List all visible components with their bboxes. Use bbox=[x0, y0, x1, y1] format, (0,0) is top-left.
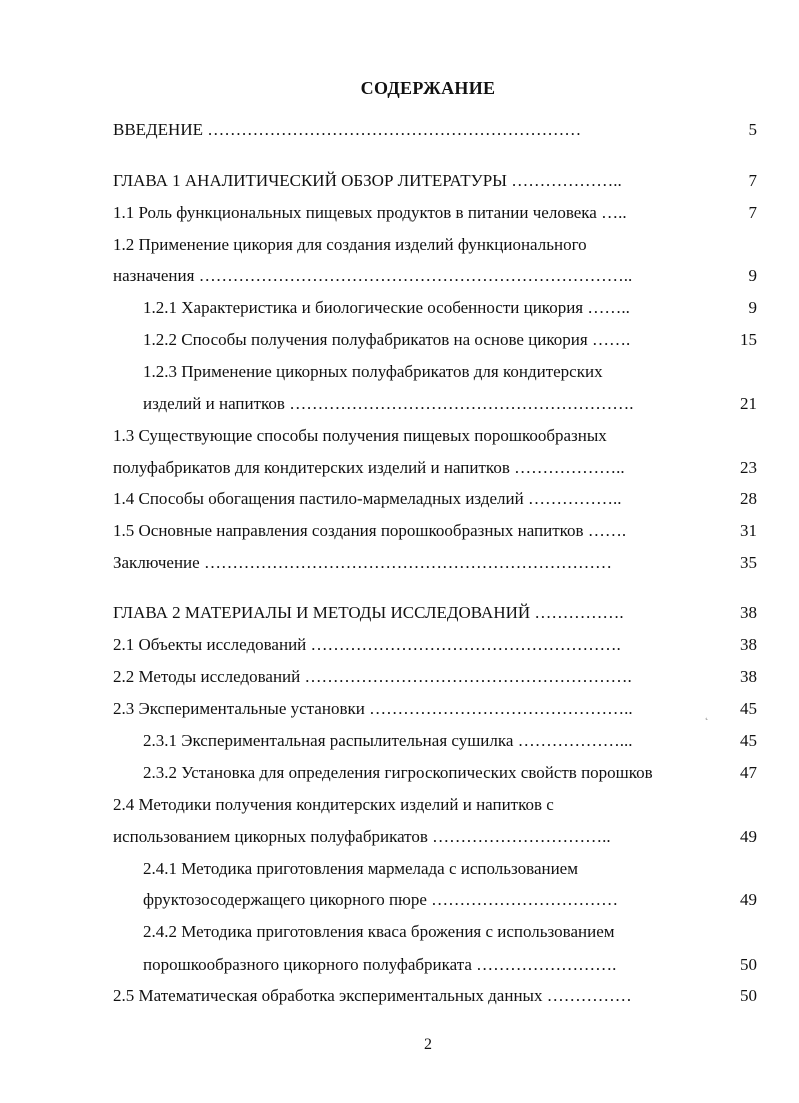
toc-entry-1-5 bbox=[113, 521, 626, 541]
toc-leader-dots: ………………... bbox=[513, 731, 633, 750]
toc-leader-dots: ………………………………………………. bbox=[306, 635, 621, 654]
toc-leader-dots: …………………………… bbox=[426, 890, 619, 909]
toc-entry-conclusion bbox=[113, 553, 612, 573]
toc-entry-text: Заключение bbox=[113, 553, 200, 572]
toc-entry-text: 1.2.3 Применение цикорных полуфабрикатов для кондитерских bbox=[143, 362, 603, 381]
toc-page-number: 31 bbox=[740, 521, 757, 540]
toc-page-number: 45 bbox=[740, 699, 757, 718]
toc-page-number: 49 bbox=[740, 827, 757, 846]
toc-entry-1-4 bbox=[113, 489, 621, 509]
toc-entry-text: 2.4.1 Методика приготовления мармелада с использованием bbox=[143, 859, 578, 878]
toc-entry-text: 2.1 Объекты исследований bbox=[113, 635, 307, 654]
toc-leader-dots: …………… bbox=[542, 986, 632, 1005]
toc-leader-dots: ……………. bbox=[530, 603, 624, 622]
toc-entry-text: назначения bbox=[113, 266, 195, 285]
toc-leader-dots: ……………………. bbox=[471, 955, 617, 974]
toc-entry-chapter-1 bbox=[113, 171, 622, 191]
toc-entry-2-4-2-cont bbox=[143, 955, 616, 975]
toc-leader-dots: ………………………………………………………… bbox=[202, 120, 582, 139]
toc-leader-dots: ….. bbox=[596, 203, 627, 222]
toc-leader-dots: ……………………………………………………. bbox=[284, 394, 634, 413]
toc-entry-introduction bbox=[113, 120, 581, 140]
toc-entry-text: 1.5 Основные направления создания порошкообразных напитков bbox=[113, 521, 584, 540]
toc-entry-text: ВВЕДЕНИЕ bbox=[113, 120, 203, 139]
toc-page-number: 45 bbox=[740, 731, 757, 750]
toc-leader-dots: …………….. bbox=[523, 489, 622, 508]
toc-entry-text: 2.4 Методики получения кондитерских изделий и напитков с bbox=[113, 795, 554, 814]
toc-entry-text: 1.1 Роль функциональных пищевых продуктов в питании человека bbox=[113, 203, 597, 222]
toc-page-number: 23 bbox=[740, 458, 757, 477]
toc-entry-text: изделий и напитков bbox=[143, 394, 285, 413]
toc-leader-dots: …….. bbox=[583, 298, 630, 317]
toc-leader-dots: ……. bbox=[583, 521, 627, 540]
toc-page-number: 5 bbox=[748, 120, 757, 139]
toc-entry-2-5 bbox=[113, 986, 632, 1006]
toc-entry-text: ГЛАВА 1 АНАЛИТИЧЕСКИЙ ОБЗОР ЛИТЕРАТУРЫ bbox=[113, 171, 507, 190]
page-title: СОДЕРЖАНИЕ bbox=[360, 78, 496, 98]
toc-entry-text: фруктозосодержащего цикорного пюре bbox=[143, 890, 427, 909]
toc-leader-dots: …………………………………………………. bbox=[300, 667, 632, 686]
toc-entry-text: 2.5 Математическая обработка экспериментальных данных bbox=[113, 986, 543, 1005]
toc-entry-text: 2.3.1 Экспериментальная распылительная сушилка bbox=[143, 731, 514, 750]
toc-entry-2-4-cont bbox=[113, 827, 611, 847]
toc-entry-1-2-cont bbox=[113, 266, 632, 286]
toc-entry-text: 1.4 Способы обогащения пастило-мармеладных изделий bbox=[113, 489, 524, 508]
toc-leader-dots: ……………….. bbox=[509, 458, 625, 477]
toc-leader-dots: ………………………….. bbox=[427, 827, 611, 846]
toc-page-number: 9 bbox=[748, 298, 757, 317]
toc-leader-dots: ……………………………………………………………… bbox=[199, 553, 612, 572]
toc-entry-text: 2.3.2 Установка для определения гигроскопических свойств порошков bbox=[143, 763, 653, 782]
toc-entry-2-3-1 bbox=[143, 731, 632, 751]
toc-page-number: 38 bbox=[740, 603, 757, 622]
toc-page-number: 15 bbox=[740, 330, 757, 349]
scan-speck: ˛ bbox=[705, 709, 709, 721]
toc-entry-1-2-3-cont bbox=[143, 394, 633, 414]
toc-page-number: 35 bbox=[740, 553, 757, 572]
toc-entry-text: 2.3 Экспериментальные установки bbox=[113, 699, 365, 718]
toc-entry-text: 2.2 Методы исследований bbox=[113, 667, 301, 686]
toc-entry-text: 1.2 Применение цикория для создания изделий функционального bbox=[113, 235, 587, 254]
toc-entry-text: порошкообразного цикорного полуфабриката bbox=[143, 955, 472, 974]
toc-page-number: 49 bbox=[740, 890, 757, 909]
toc-entry-text: использованием цикорных полуфабрикатов bbox=[113, 827, 428, 846]
page-number: 2 bbox=[424, 1036, 432, 1053]
toc-page-number: 38 bbox=[740, 667, 757, 686]
toc-page-number: 50 bbox=[740, 986, 757, 1005]
toc-entry-2-1 bbox=[113, 635, 621, 655]
toc-entry-1-3 bbox=[113, 426, 607, 446]
toc-entry-text: 2.4.2 Методика приготовления кваса брожения с использованием bbox=[143, 922, 615, 941]
toc-leader-dots: ……. bbox=[587, 330, 631, 349]
toc-entry-text: 1.3 Существующие способы получения пищевых порошкообразных bbox=[113, 426, 607, 445]
toc-entry-2-4-1-cont bbox=[143, 890, 618, 910]
toc-leader-dots: ………………………………………………………………….. bbox=[194, 266, 633, 285]
toc-entry-text: полуфабрикатов для кондитерских изделий и напитков bbox=[113, 458, 510, 477]
toc-entry-2-4-1 bbox=[143, 859, 578, 879]
toc-page-number: 47 bbox=[740, 763, 757, 782]
toc-entry-1-2-1 bbox=[143, 298, 630, 318]
toc-entry-2-4-2 bbox=[143, 922, 615, 942]
toc-entry-1-2-3 bbox=[143, 362, 603, 382]
toc-entry-2-3 bbox=[113, 699, 633, 719]
toc-entry-text: ГЛАВА 2 МАТЕРИАЛЫ И МЕТОДЫ ИССЛЕДОВАНИЙ bbox=[113, 603, 531, 622]
toc-entry-2-2 bbox=[113, 667, 632, 687]
toc-page-number: 9 bbox=[748, 266, 757, 285]
toc-page-number: 7 bbox=[748, 171, 757, 190]
toc-page-number: 28 bbox=[740, 489, 757, 508]
toc-page-number: 38 bbox=[740, 635, 757, 654]
toc-leader-dots: ……………….. bbox=[507, 171, 622, 190]
toc-entry-chapter-2 bbox=[113, 603, 624, 623]
toc-entry-text: 1.2.2 Способы получения полуфабрикатов на основе цикория bbox=[143, 330, 588, 349]
toc-entry-2-3-2 bbox=[143, 763, 653, 783]
toc-leader-dots: ……………………………………….. bbox=[364, 699, 633, 718]
toc-entry-1-1 bbox=[113, 203, 627, 223]
toc-entry-1-3-cont bbox=[113, 458, 625, 478]
toc-entry-2-4 bbox=[113, 795, 554, 815]
toc-page-number: 21 bbox=[740, 394, 757, 413]
toc-page-number: 50 bbox=[740, 955, 757, 974]
toc-page-number: 7 bbox=[748, 203, 757, 222]
toc-entry-text: 1.2.1 Характеристика и биологические особенности цикория bbox=[143, 298, 584, 317]
toc-entry-1-2-2 bbox=[143, 330, 630, 350]
toc-entry-1-2 bbox=[113, 235, 587, 255]
